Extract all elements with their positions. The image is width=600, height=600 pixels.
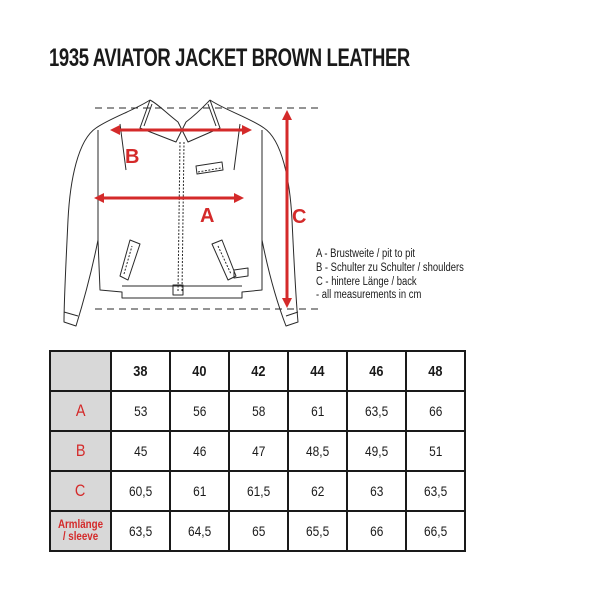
arrow-c-top-head	[282, 110, 292, 120]
table-cell: 53	[111, 391, 170, 431]
table-cell: 65,5	[288, 511, 347, 551]
collar	[140, 100, 220, 142]
label-b: B	[125, 146, 140, 168]
legend-line-units: - all measurements in cm	[316, 289, 422, 302]
table-cell: 61,5	[229, 471, 288, 511]
arrow-b-right-head	[242, 125, 252, 135]
jacket-outline	[64, 100, 298, 326]
table-cell: 48,5	[288, 431, 347, 471]
table-cell: 61	[288, 391, 347, 431]
table-cell: 66	[406, 391, 465, 431]
arrow-c-bottom-head	[282, 298, 292, 308]
table-cell: 61	[170, 471, 229, 511]
row-label-c: C	[50, 471, 111, 511]
table-cell: 65	[229, 511, 288, 551]
table-row-b	[50, 431, 465, 471]
legend-line-c: C - hintere Länge / back	[316, 275, 417, 288]
size-48-header: 48	[406, 351, 465, 391]
arrow-a-right-head	[234, 193, 244, 203]
table-row-a	[50, 391, 465, 431]
size-46-header: 46	[347, 351, 406, 391]
size-40-header: 40	[170, 351, 229, 391]
size-42-header: 42	[229, 351, 288, 391]
table-cell: 63	[347, 471, 406, 511]
table-cell: 62	[288, 471, 347, 511]
table-cell: 47	[229, 431, 288, 471]
table-cell: 58	[229, 391, 288, 431]
row-label-b: B	[50, 431, 111, 471]
row-label-sleeve: Armlänge / sleeve	[50, 511, 111, 551]
left-pocket	[120, 240, 140, 280]
table-cell: 63,5	[111, 511, 170, 551]
table-cell: 60,5	[111, 471, 170, 511]
size-44-header: 44	[288, 351, 347, 391]
size-table	[49, 350, 466, 552]
row-label-a: A	[50, 391, 111, 431]
table-cell: 49,5	[347, 431, 406, 471]
table-cell: 56	[170, 391, 229, 431]
table-corner-cell	[50, 351, 111, 391]
table-cell: 51	[406, 431, 465, 471]
table-cell: 66,5	[406, 511, 465, 551]
size-header-row	[50, 351, 465, 391]
legend-line-a: A - Brustweite / pit to pit	[316, 248, 416, 260]
zipper	[178, 142, 184, 292]
page-title: 1935 AVIATOR JACKET BROWN LEATHER	[49, 44, 410, 72]
table-cell: 63,5	[347, 391, 406, 431]
table-cell: 66	[347, 511, 406, 551]
table-cell: 64,5	[170, 511, 229, 551]
table-cell: 63,5	[406, 471, 465, 511]
table-cell: 46	[170, 431, 229, 471]
measurement-legend	[316, 248, 496, 303]
label-c: C	[292, 206, 307, 228]
label-a: A	[200, 205, 215, 227]
table-cell: 45	[111, 431, 170, 471]
table-row-sleeve	[50, 511, 465, 551]
arrow-a-left-head	[94, 193, 104, 203]
legend-line-b: B - Schulter zu Schulter / shoulders	[316, 261, 464, 274]
table-row-c	[50, 471, 465, 511]
arrow-b-left-head	[110, 125, 120, 135]
size-38-header: 38	[111, 351, 170, 391]
